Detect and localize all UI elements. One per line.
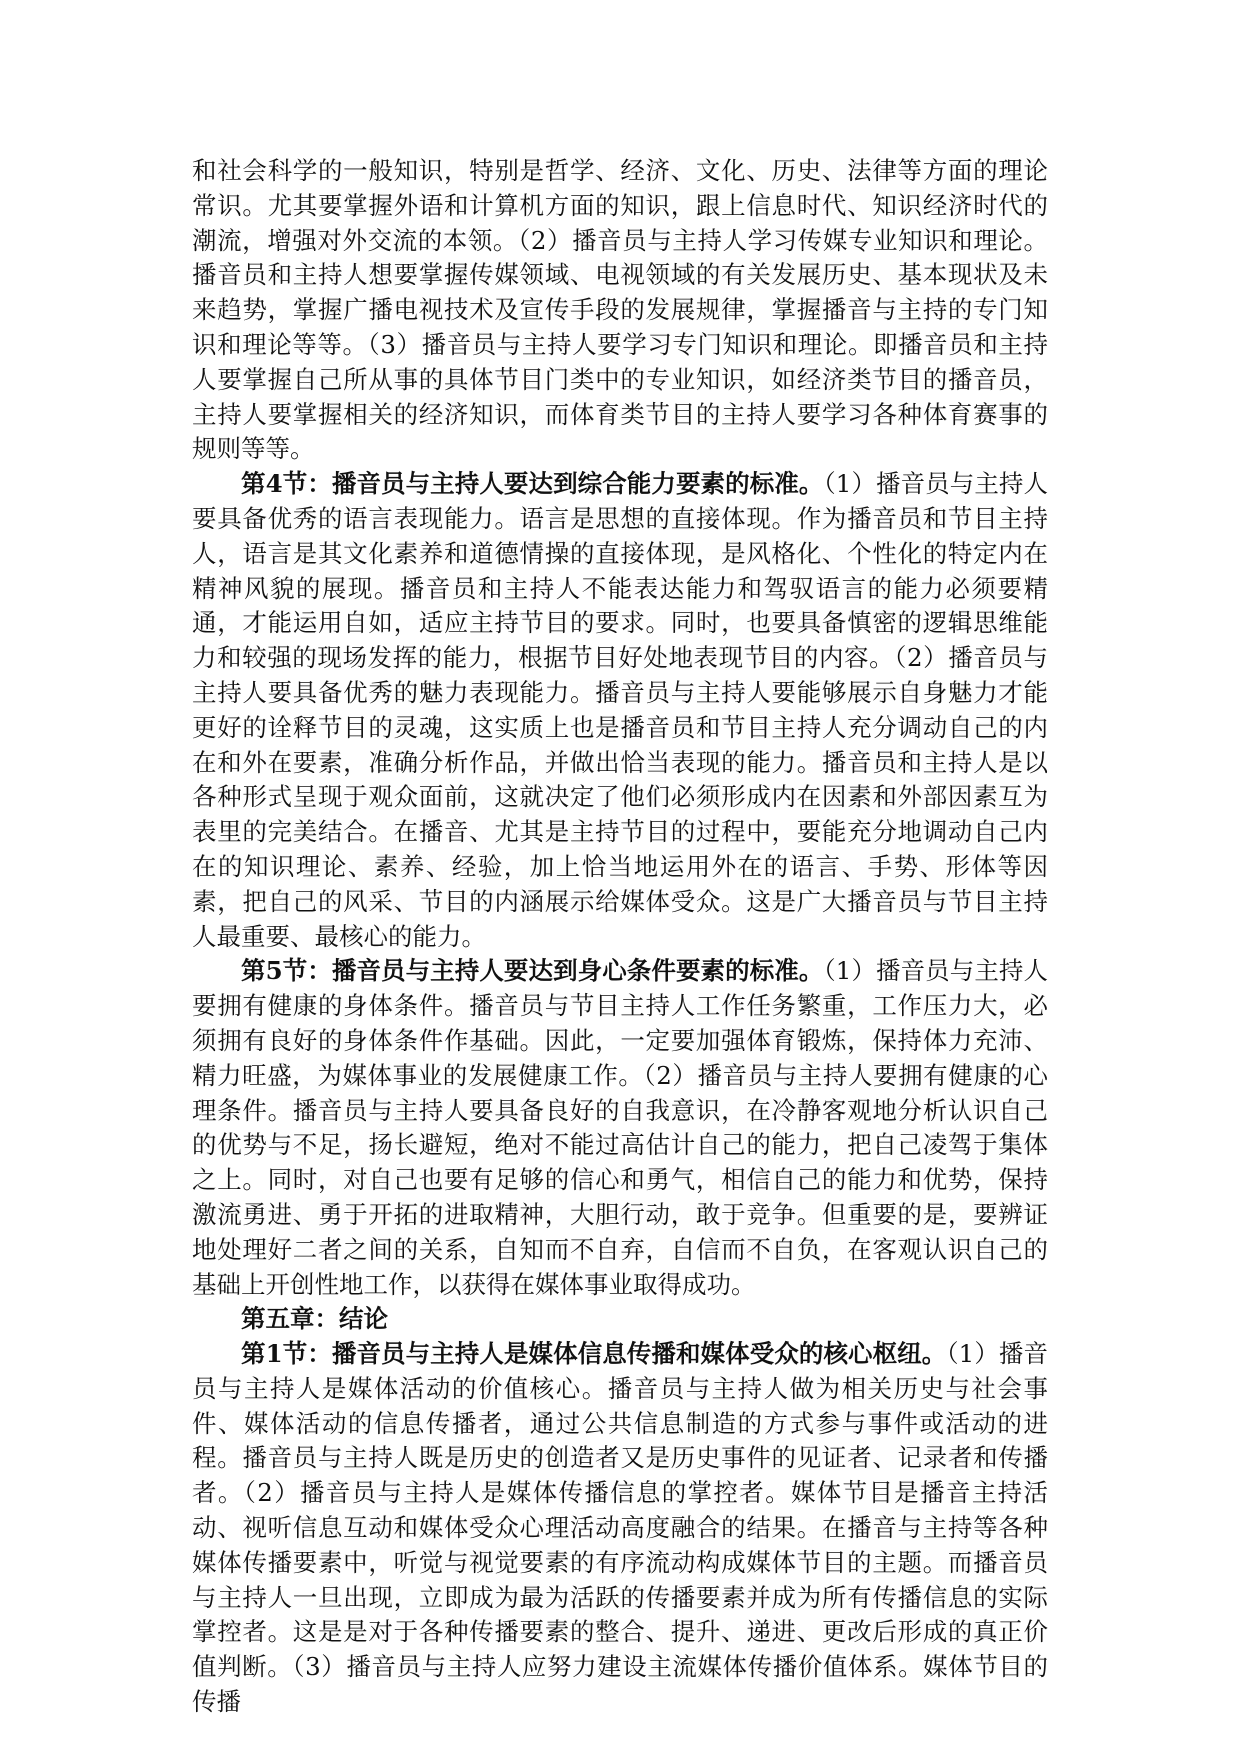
chapter-heading xyxy=(192,1302,1048,1337)
paragraph-text: （1）播音员与主持人要拥有健康的身体条件。播音员与节目主持人工作任务繁重，工作压力大，必须拥有良好的身体条件作基础。因此，一定要加强体育锻炼，保持体力充沛、精力旺盛，为媒体事业的发展健康工作。（2）播音员与主持人要拥有健康的心理条件。播音员与主持人要具备良好的自我意识，在冷静客观地分析认识自己的优势与不足，扬长避短，绝对不能过高估计自己的能力，把自己凌驾于集体之上。同时，对自己也要有足够的信心和勇气，相信自己的能力和优势，保持激流勇进、勇于开拓的进取精神，大胆行动，敢于竞争。但重要的是，要辨证地处理好二者之间的关系，自知而不自弃，自信而不自负，在客观认识自己的基础上开创性地工作，以获得在媒体事业取得成功。 xyxy=(192,956,1049,1299)
paragraph-text: 和社会科学的一般知识，特别是哲学、经济、文化、历史、法律等方面的理论常识。尤其要掌握外语和计算机方面的知识，跟上信息时代、知识经济时代的潮流，增强对外交流的本领。（2）播音员与主持人学习传媒专业知识和理论。播音员和主持人想要掌握传媒领域、电视领域的有关发展历史、基本现状及未来趋势，掌握广播电视技术及宣传手段的发展规律，掌握播音与主持的专门知识和理论等等。（3）播音员与主持人要学习专门知识和理论。即播音员和主持人要掌握自己所从事的具体节目门类中的专业知识，如经济类节目的播音员，主持人要掌握相关的经济知识，而体育类节目的主持人要学习各种体育赛事的规则等等。 xyxy=(192,156,1048,464)
paragraph-text: （1）播音员与主持人要具备优秀的语言表现能力。语言是思想的直接体现。作为播音员和节目主持人，语言是其文化素养和道德情操的直接体现，是风格化、个性化的特定内在精神风貌的展现。播音员和主持人不能表达能力和驾驭语言的能力必须要精通，才能运用自如，适应主持节目的要求。同时，也要具备慎密的逻辑思维能力和较强的现场发挥的能力，根据节目好处地表现节目的内容。（2）播音员与主持人要具备优秀的魅力表现能力。播音员与主持人要能够展示自身魅力才能更好的诠释节目的灵魂，这实质上也是播音员和节目主持人充分调动自己的内在和外在要素，准确分析作品，并做出恰当表现的能力。播音员和主持人是以各种形式呈现于观众面前，这就决定了他们必须形成内在因素和外部因素互为表里的完美结合。在播音、尤其是主持节目的过程中，要能充分地调动自己内在的知识理论、素养、经验，加上恰当地运用外在的语言、手势、形体等因素，把自己的风采、节目的内涵展示给媒体受众。这是广大播音员与节目主持人最重要、最核心的能力。 xyxy=(192,469,1049,951)
paragraph-section-1 xyxy=(192,1337,1048,1720)
paragraph-section-4 xyxy=(192,467,1048,954)
paragraph-continuation xyxy=(192,154,1048,467)
section-heading: 第1节：播音员与主持人是媒体信息传播和媒体受众的核心枢纽。 xyxy=(241,1339,947,1369)
paragraph-text: （1）播音员与主持人是媒体活动的价值核心。播音员与主持人做为相关历史与社会事件、媒体活动的信息传播者，通过公共信息制造的方式参与事件或活动的进程。播音员与主持人既是历史的创造者又是历史事件的见证者、记录者和传播者。（2）播音员与主持人是媒体传播信息的掌控者。媒体节目是播音主持活动、视听信息互动和媒体受众心理活动高度融合的结果。在播音与主持等各种媒体传播要素中，听觉与视觉要素的有序流动构成媒体节目的主题。而播音员与主持人一旦出现，立即成为最为活跃的传播要素并成为所有传播信息的实际掌控者。这是是对于各种传播要素的整合、提升、递进、更改后形成的真正价值判断。（3）播音员与主持人应努力建设主流媒体传播价值体系。媒体节目的传播 xyxy=(192,1339,1048,1717)
chapter-title: 第五章：结论 xyxy=(241,1304,388,1334)
section-heading: 第4节：播音员与主持人要达到综合能力要素的标准。 xyxy=(241,469,824,499)
paragraph-section-5 xyxy=(192,954,1048,1302)
section-heading: 第5节：播音员与主持人要达到身心条件要素的标准。 xyxy=(241,956,824,986)
document-page xyxy=(192,154,1048,1720)
